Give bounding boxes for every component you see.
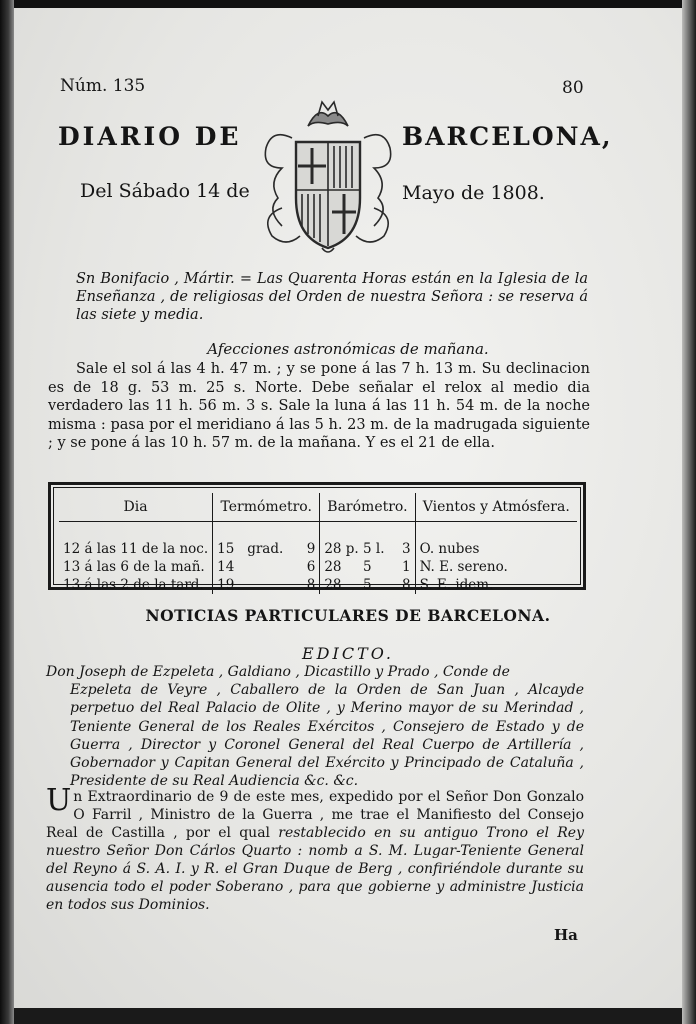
edicto-first-line: Don Joseph de Ezpeleta , Galdiano , Dicastillo y Prado , Conde de <box>46 664 510 680</box>
cell-viento: N. E. sereno. <box>419 559 508 575</box>
masthead-title-left: DIARIO DE <box>58 122 242 151</box>
cell-bar-in: 28 <box>324 559 342 575</box>
edicto-text <box>46 663 584 790</box>
date-left: Del Sábado 14 de <box>80 180 250 202</box>
weather-table-frame <box>48 482 586 593</box>
header-barometro: Barómetro. <box>320 493 415 522</box>
page-right-edge <box>682 0 696 1024</box>
cell-dia: 13 á las 6 de la mañ. <box>59 558 213 576</box>
weather-table <box>59 493 577 594</box>
newspaper-page <box>14 8 682 1008</box>
header-termometro: Termómetro. <box>213 493 320 522</box>
article-body <box>46 783 584 914</box>
cell-dia: 12 á las 11 de la noc. <box>59 540 213 558</box>
catchword: Ha <box>554 926 578 944</box>
edicto-heading: EDICTO. <box>301 644 394 663</box>
cell-dia: 13 á las 2 de la tard. <box>59 576 213 594</box>
cell-grad: 15 <box>217 541 235 557</box>
saint-of-the-day-notice: Sn Bonifacio , Mártir. = Las Quarenta Horas están en la Iglesia de la Enseñanza , de religiosas del Orden de nuestra Señora : se reserva á las siete y media. <box>76 271 588 323</box>
table-row <box>59 576 577 594</box>
cell-bar-frac: 1 <box>401 559 411 575</box>
astronomy-heading: Afecciones astronómicas de mañana. <box>207 340 489 358</box>
cell-bar-l: 5 <box>362 577 372 593</box>
cell-bar-frac: 3 <box>401 541 411 557</box>
cell-bar-l: 5 l. <box>363 541 385 557</box>
cell-bar-in: 28 <box>324 577 342 593</box>
edicto-body: Ezpeleta de Veyre , Caballero de la Orden de San Juan , Alcayde perpetuo del Real Palacio de Olite , y Merino mayor de su Merindad , Teniente General de los Reales Exércitos , Consejero de Estado y de Guerra , Director y Coronel General del Real Cuerpo de Artillería , Gobernador y Capitan General del Exército y Principado de Cataluña , Presidente de su Real Audiencia &c. &c. <box>70 682 584 790</box>
section-heading-noticias: NOTICIAS PARTICULARES DE BARCELONA. <box>145 606 551 625</box>
cell-viento: S. E. idem. <box>419 577 494 593</box>
cell-bar-l: 5 <box>362 559 372 575</box>
cell-term-frac: 8 <box>306 577 316 593</box>
header-vientos: Vientos y Atmósfera. <box>415 493 577 522</box>
cell-grad: 14 <box>217 559 235 575</box>
weather-table-header <box>59 493 577 522</box>
cell-term-frac: 9 <box>306 541 316 557</box>
masthead-title-right: BARCELONA, <box>402 122 613 151</box>
date-right: Mayo de 1808. <box>402 182 545 204</box>
cell-viento: O. nubes <box>419 541 480 557</box>
table-row <box>59 540 577 558</box>
article-italic-text: restablecido en su antiguo Trono el Rey nuestro Señor Don Cárlos Quarto : nomb a S. M. Lugar-Teniente General del Reyno á S. A. I. y R. el Gran Duque de Berg , confiriéndole durante su ausencia todo el poder Soberano , para que gobierne y administre Justicia en todos sus Dominios. <box>46 825 584 913</box>
table-row <box>59 558 577 576</box>
cell-grad-label: grad. <box>247 541 284 557</box>
cell-bar-in: 28 p. <box>324 541 359 557</box>
book-spine <box>0 0 14 1024</box>
cell-grad: 19 <box>217 577 235 593</box>
drop-cap: U <box>46 783 72 818</box>
issue-number: Núm. 135 <box>60 76 146 96</box>
cell-bar-frac: 8 <box>401 577 411 593</box>
article-roman-text: n Extraordinario de 9 de este mes, expedido por el Señor Don Gonzalo O Farril , Ministro de la Guerra , me trae el Manifiesto del Consejo Real de Castilla , por el qual <box>46 789 584 841</box>
astronomy-text: Sale el sol á las 4 h. 47 m. ; y se pone á las 7 h. 13 m. Su declinacion es de 18 g. 53 m. 25 s. Norte. Debe señalar el relox al medio dia verdadero las 11 h. 56 m. 3 s. Sale la luna á las 11 h. 54 m. de la noche misma : pasa por el meridiano á las 5 h. 23 m. de la madrugada siguiente ; y se pone á las 10 h. 57 m. de la mañana. Y es el 21 de ella. <box>48 361 590 451</box>
header-dia: Dia <box>59 493 213 522</box>
page-number: 80 <box>562 78 584 98</box>
barcelona-coat-of-arms-emblem <box>252 98 404 258</box>
cell-term-frac: 6 <box>306 559 316 575</box>
